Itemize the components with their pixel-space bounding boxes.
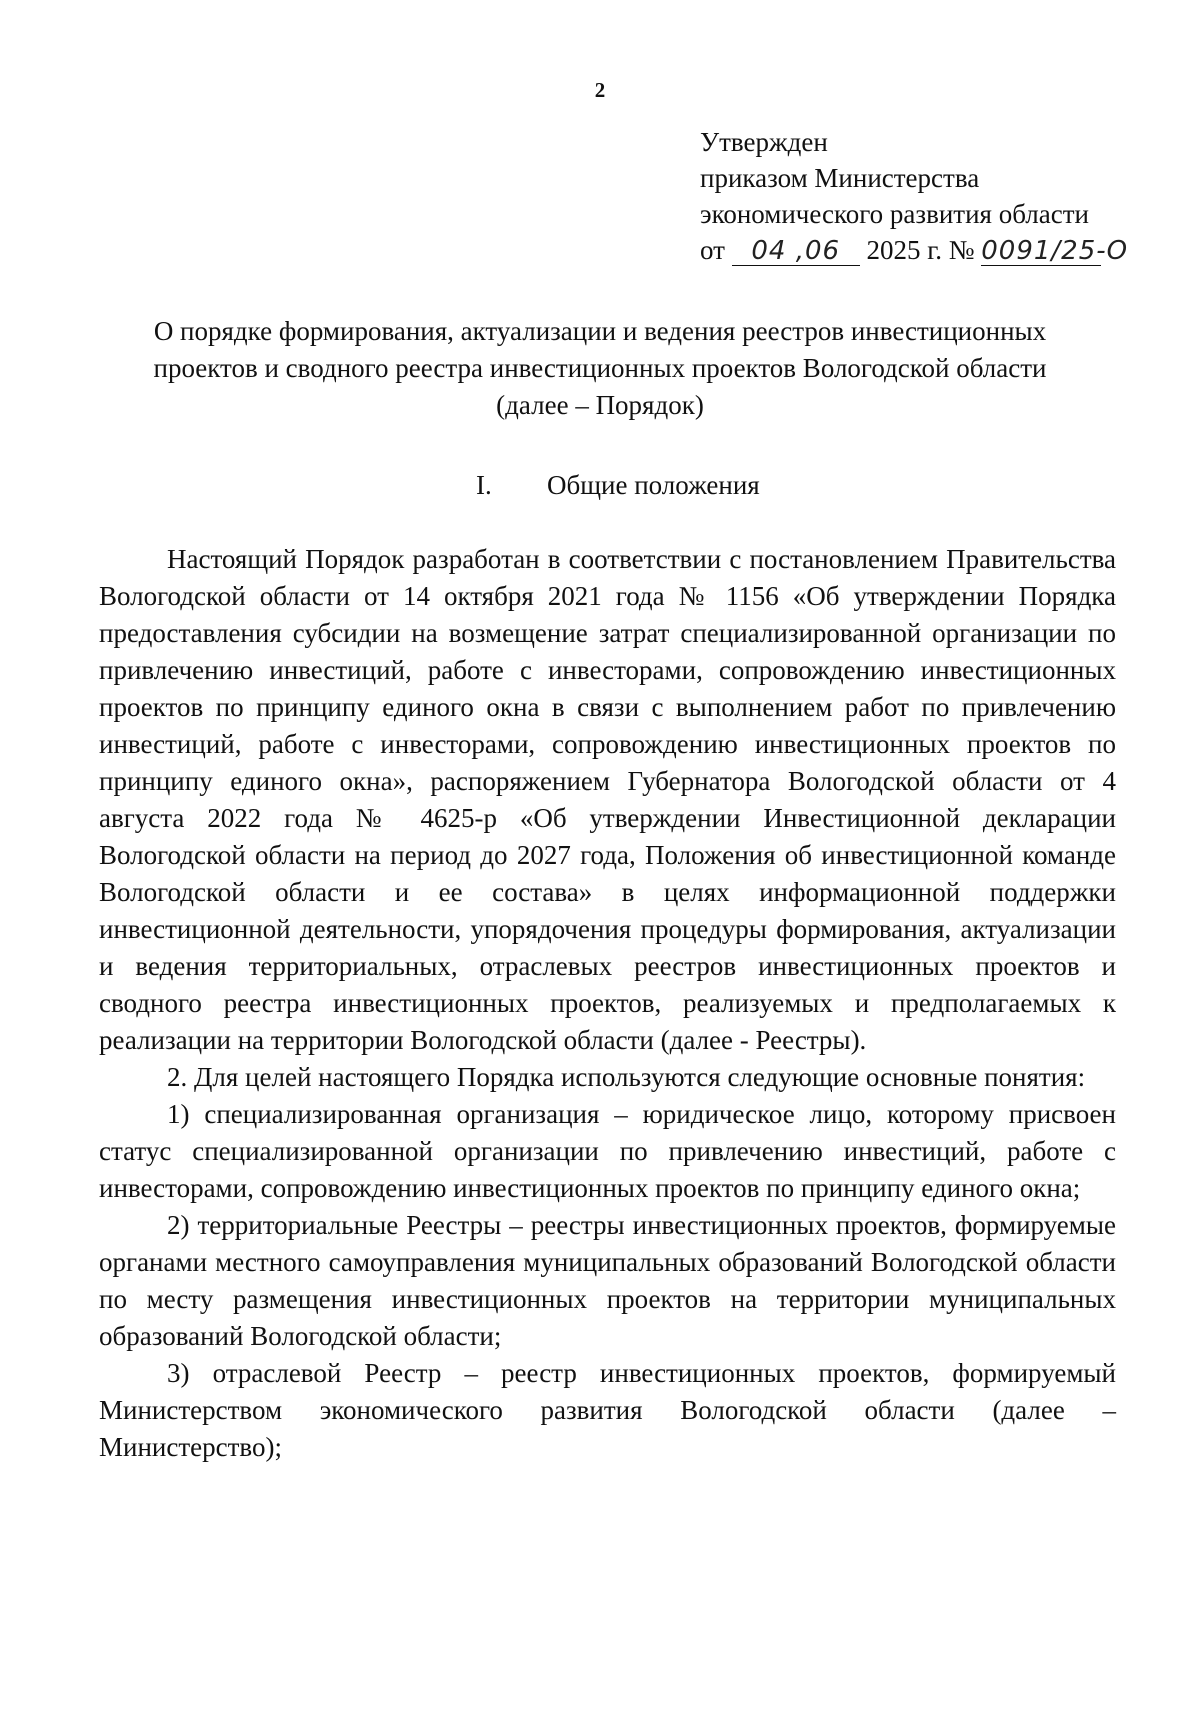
paragraph-3: 1) специализированная организация – юридическое лицо, которому присвоен статус специализированной организации по привлечению инвестиций, работе с инвесторами, сопровождению инвестиционных проектов по принципу единого окна; — [99, 1099, 1116, 1203]
number-field — [981, 236, 1129, 266]
approval-stamp-block — [700, 124, 1129, 268]
date-field — [732, 236, 860, 266]
approval-line-1: Утвержден — [700, 127, 828, 157]
paragraph-5: 3) отраслевой Реестр – реестр инвестиционных проектов, формируемый Министерством экономического развития Вологодской области (далее – Министерство); — [99, 1358, 1116, 1462]
approval-line-3: экономического развития области — [700, 199, 1089, 229]
section-name: Общие положения — [547, 470, 760, 500]
title-line-2: проектов и сводного реестра инвестиционных проектов Вологодской области — [153, 353, 1047, 383]
year-text: 2025 г. № — [866, 235, 975, 265]
handwritten-number: 0091/25-О — [981, 236, 1129, 266]
date-prefix: от — [700, 235, 725, 265]
approval-line-2: приказом Министерства — [700, 163, 980, 193]
title-line-3: (далее – Порядок) — [496, 390, 704, 420]
approval-date-line — [700, 232, 1129, 268]
handwritten-date: 04 ,06 — [751, 236, 841, 266]
page-number: 2 — [594, 78, 606, 102]
paragraph-2: 2. Для целей настоящего Порядка используются следующие основные понятия: — [167, 1062, 1086, 1092]
document-title — [100, 313, 1100, 424]
paragraph-1: Настоящий Порядок разработан в соответствии с постановлением Правительства Вологодской области от 14 октября 2021 года № 1156 «Об утверждении Порядка предоставления субсидии на возмещение затрат специализированной организации по привлечению инвестиций, работе с инвесторами, сопровождению инвестиционных проектов по принципу единого окна в связи с выполнением работ по привлечению инвестиций, работе с инвесторами, сопровождению инвестиционных проектов по принципу единого окна», распоряжением Губернатора Вологодской области от 4 августа 2022 года № 4625-р «Об утверждении Инвестиционной декларации Вологодской области на период до 2027 года, Положения об инвестиционной команде Вологодской области и ее состава» в целях информационной поддержки инвестиционной деятельности, упорядочения процедуры формирования, актуализации и ведения территориальных, отраслевых реестров инвестиционных проектов и сводного реестра инвестиционных проектов, реализуемых и предполагаемых к реализации на территории Вологодской области (далее - Реестры). — [99, 544, 1116, 1055]
title-line-1: О порядке формирования, актуализации и ведения реестров инвестиционных — [153, 316, 1047, 346]
document-body — [99, 541, 1116, 1466]
paragraph-4: 2) территориальные Реестры – реестры инвестиционных проектов, формируемые органами местного самоуправления муниципальных образований Вологодской области по месту размещения инвестиционных проектов на территории муниципальных образований Вологодской области; — [99, 1210, 1116, 1351]
section-number: I. — [476, 470, 492, 500]
